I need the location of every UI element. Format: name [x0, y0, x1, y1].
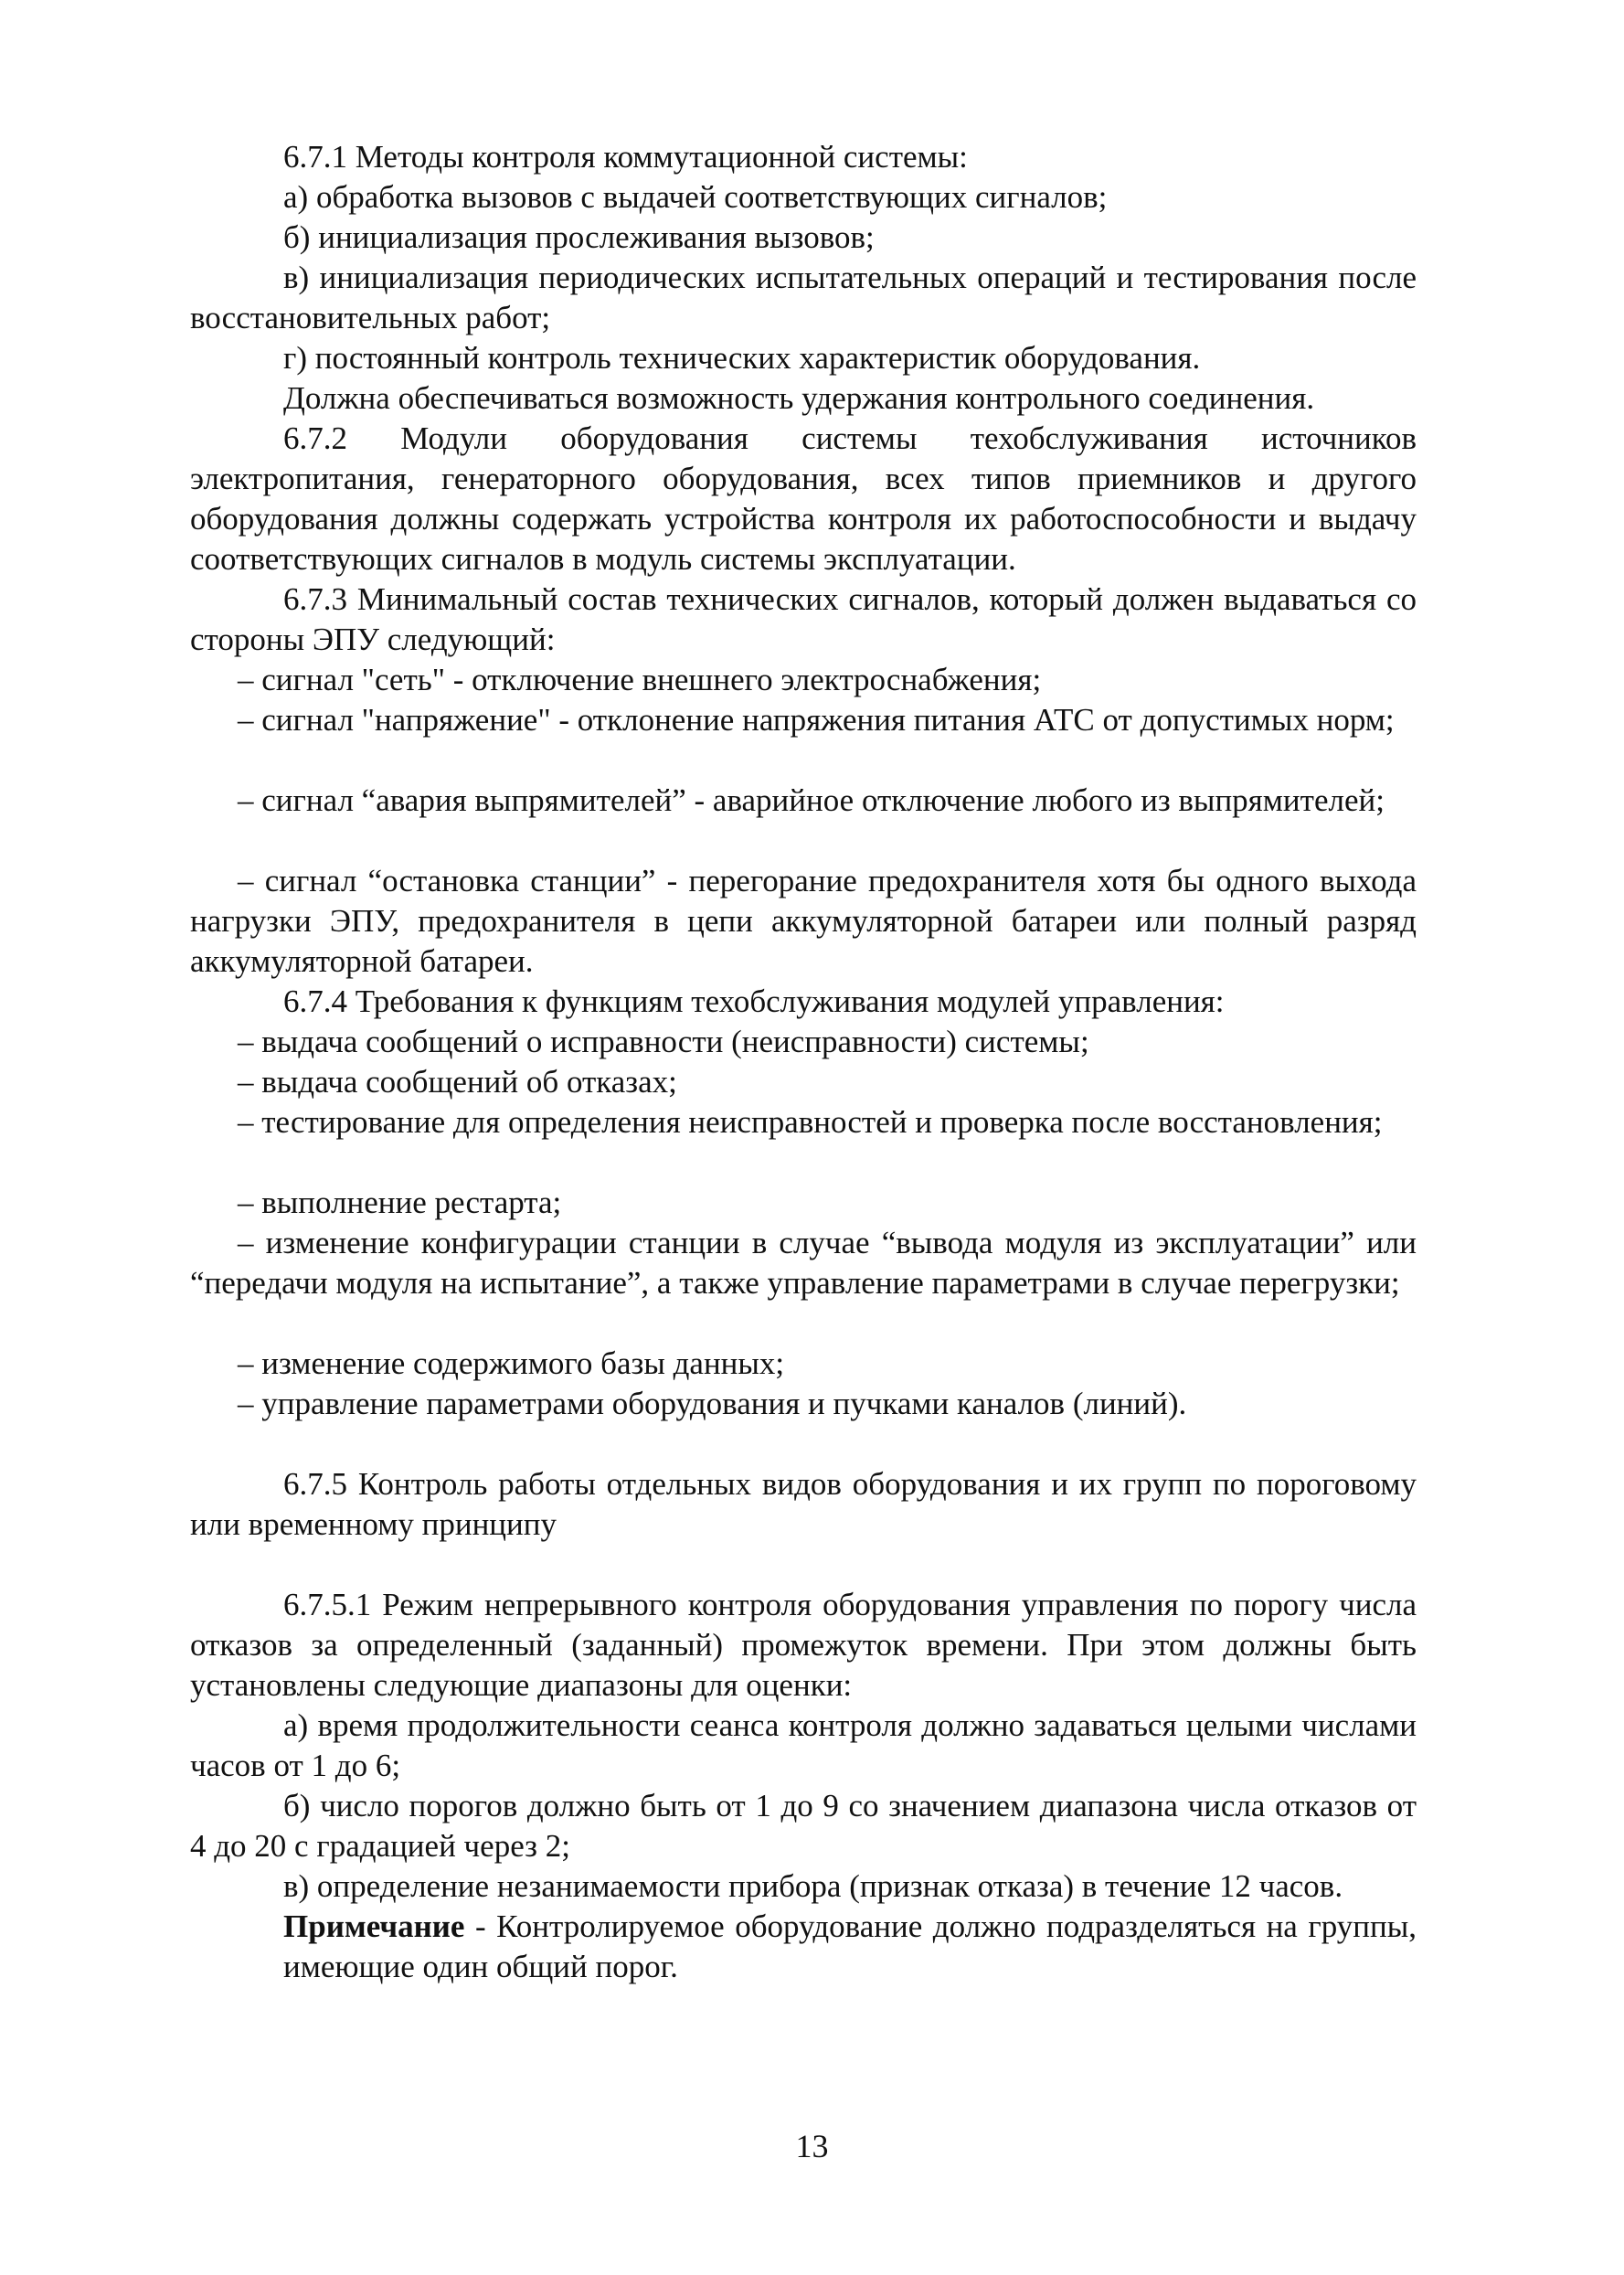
section-6-7-1-heading: 6.7.1 Методы контроля коммутационной системы: — [283, 139, 968, 175]
function-database-change: – изменение содержимого базы данных; — [238, 1345, 785, 1381]
section-6-7-2: 6.7.2 Модули оборудования системы техобслуживания источников электропитания, генераторного оборудования, всех типов приемников и другого оборудования должны содержать устройства контроля их работоспособности и выдачу соответствующих сигналов в модуль системы эксплуатации. — [190, 420, 1417, 577]
signal-rectifier-failure: – сигнал “авария выпрямителей” - аварийное отключение любого из выпрямителей; — [238, 782, 1385, 818]
signal-voltage: – сигнал "напряжение" - отклонение напряжения питания АТС от допустимых норм; — [238, 702, 1395, 738]
note-text: - Контролируемое оборудование должно подразделяться на группы, имеющие один общий порог. — [283, 1908, 1417, 1984]
note — [283, 1907, 1417, 1987]
list-item-a: а) обработка вызовов с выдачей соответствующих сигналов; — [283, 179, 1108, 215]
signal-station-stop: – сигнал “остановка станции” - перегорание предохранителя хотя бы одного выхода нагрузки ЭПУ, предохранителя в цепи аккумуляторной батареи или полный разряд аккумуляторной батареи. — [190, 863, 1417, 979]
section-6-7-3: 6.7.3 Минимальный состав технических сигналов, который должен выдаваться со стороны ЭПУ следующий: — [190, 581, 1417, 657]
list-item-v: в) инициализация периодических испытательных операций и тестирования после восстановительных работ; — [190, 260, 1417, 335]
function-status-messages: – выдача сообщений о исправности (неисправности) системы; — [238, 1024, 1089, 1059]
section-6-7-4: 6.7.4 Требования к функциям техобслуживания модулей управления: — [283, 983, 1225, 1019]
function-restart: – выполнение рестарта; — [238, 1185, 562, 1220]
note-label: Примечание — [283, 1908, 465, 1944]
list-item-g: г) постоянный контроль технических характеристик оборудования. — [283, 340, 1201, 376]
range-item-b: б) число порогов должно быть от 1 до 9 со значением диапазона числа отказов от 4 до 20 с градацией через 2; — [190, 1788, 1417, 1864]
function-parameter-management: – управление параметрами оборудования и пучками каналов (линий). — [238, 1386, 1187, 1421]
function-testing: – тестирование для определения неисправностей и проверка после восстановления; — [238, 1104, 1383, 1140]
function-failure-messages: – выдача сообщений об отказах; — [238, 1064, 677, 1100]
signal-network: – сигнал "сеть" - отключение внешнего электроснабжения; — [238, 662, 1042, 697]
control-connection-text: Должна обеспечиваться возможность удержания контрольного соединения. — [283, 380, 1315, 416]
list-item-b: б) инициализация прослеживания вызовов; — [283, 219, 875, 255]
range-item-a: а) время продолжительности сеанса контроля должно задаваться целыми числами часов от 1 до 6; — [190, 1707, 1417, 1783]
page-number: 13 — [795, 2128, 829, 2164]
section-6-7-5: 6.7.5 Контроль работы отдельных видов оборудования и их групп по пороговому или временному принципу — [190, 1466, 1417, 1542]
range-item-v: в) определение незанимаемости прибора (признак отказа) в течение 12 часов. — [283, 1868, 1343, 1904]
function-configuration-change: – изменение конфигурации станции в случае “вывода модуля из эксплуатации” или “передачи модуля на испытание”, а также управление параметрами в случае перегрузки; — [190, 1225, 1417, 1301]
section-6-7-5-1: 6.7.5.1 Режим непрерывного контроля оборудования управления по порогу числа отказов за определенный (заданный) промежуток времени. При этом должны быть установлены следующие диапазоны для оценки: — [190, 1587, 1417, 1703]
